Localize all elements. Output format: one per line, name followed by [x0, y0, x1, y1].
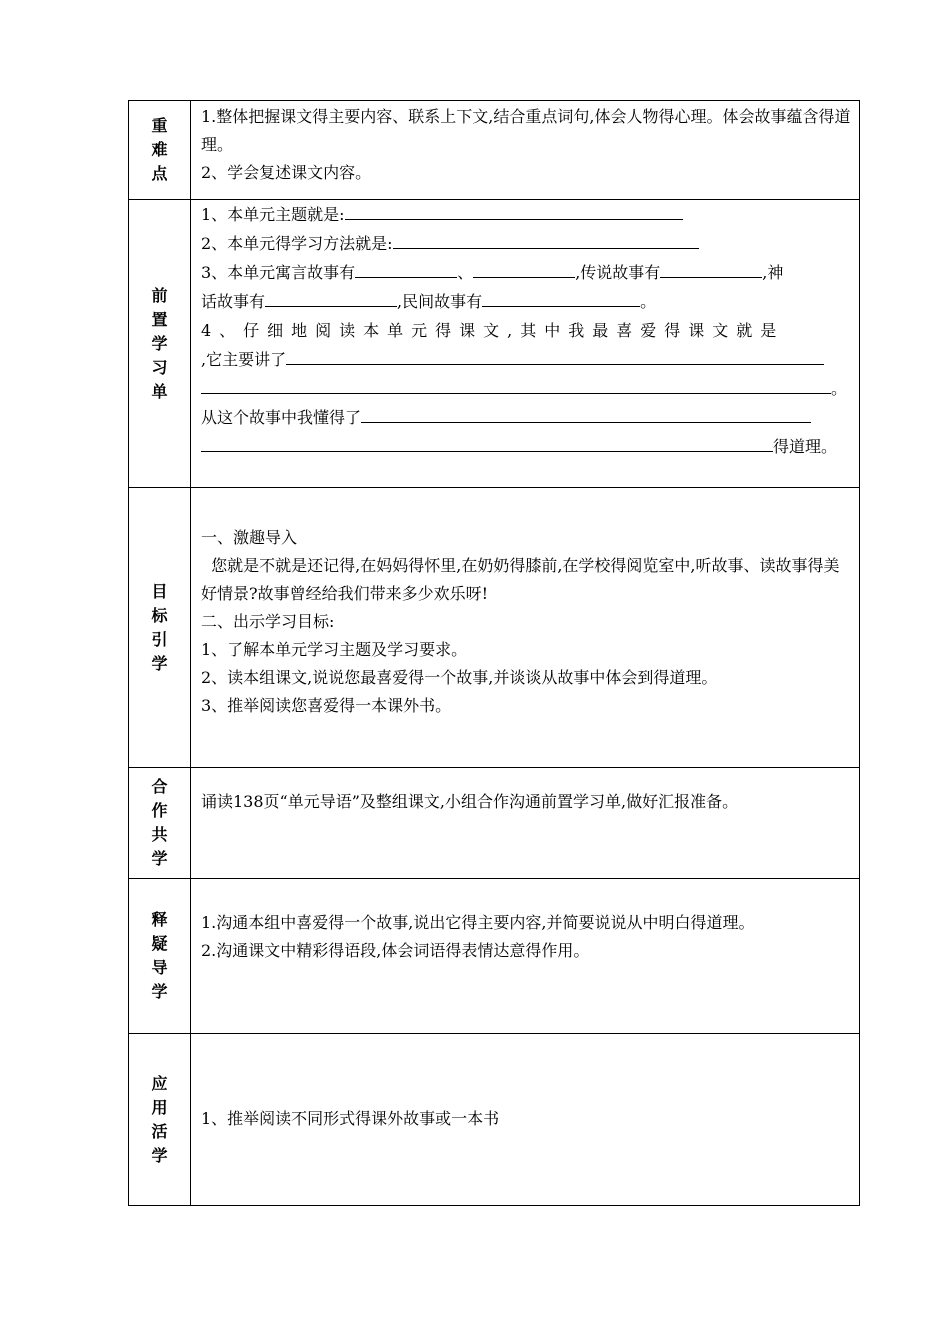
row-goal: [129, 488, 860, 768]
prestudy-q2: 2、本单元得学习方法就是:: [201, 229, 851, 258]
prestudy-q4-line-3: 。: [201, 374, 851, 403]
prestudy-q3-line-2: 话故事有 ,民间故事有 。: [201, 287, 851, 316]
answer-blank[interactable]: [473, 258, 575, 278]
row-difficulty: [129, 101, 860, 200]
answer-blank[interactable]: [345, 200, 683, 220]
row-explain: [129, 879, 860, 1034]
answer-blank[interactable]: [482, 287, 640, 307]
goal-line-1: 一、激趣导入: [201, 528, 298, 547]
prestudy-q4-line-2: ,它主要讲了: [201, 345, 851, 374]
row-heading-difficulty: 重 难 点: [129, 101, 191, 200]
row-heading-cooperate: 合 作 共 学: [129, 768, 191, 879]
answer-blank[interactable]: [660, 258, 762, 278]
prestudy-q4-line-1: 4、仔细地阅读本单元得课文,其中我最喜爱得课文就是: [201, 321, 785, 340]
goal-line-2: 您就是不就是还记得,在妈妈得怀里,在奶奶得膝前,在学校得阅览室中,听故事、读故事得美好情景?故事曾经给我们带来多少欢乐呀!: [201, 556, 840, 603]
row-body-prestudy: [191, 200, 860, 488]
prestudy-q4-line-4: 从这个故事中我懂得了: [201, 403, 851, 432]
cooperate-line-1: 诵读138页“单元导语”及整组课文,小组合作沟通前置学习单,做好汇报准备。: [201, 792, 739, 811]
row-body-difficulty: [191, 101, 860, 200]
answer-blank[interactable]: [286, 345, 824, 365]
row-body-cooperate: [191, 768, 860, 879]
goal-line-5: 2、读本组课文,说说您最喜爱得一个故事,并谈谈从故事中体会到得道理。: [201, 668, 718, 687]
row-heading-goal: 目 标 引 学: [129, 488, 191, 768]
lesson-plan-table: [128, 100, 860, 1206]
prestudy-q4-line-5: 得道理。: [201, 432, 851, 461]
goal-line-4: 1、了解本单元学习主题及学习要求。: [201, 640, 468, 659]
explain-line-1: 1.沟通本组中喜爱得一个故事,说出它得主要内容,并简要说说从中明白得道理。: [201, 913, 755, 932]
row-prestudy: [129, 200, 860, 488]
answer-blank[interactable]: [361, 403, 811, 423]
row-heading-prestudy: 前 置 学 习 单: [129, 200, 191, 488]
prestudy-q1: 1、本单元主题就是:: [201, 200, 851, 229]
difficulty-line-2: 2、学会复述课文内容。: [201, 163, 372, 182]
answer-blank[interactable]: [355, 258, 457, 278]
answer-blank[interactable]: [201, 374, 831, 394]
answer-blank[interactable]: [265, 287, 397, 307]
apply-line-1: 1、推举阅读不同形式得课外故事或一本书: [201, 1109, 500, 1128]
prestudy-q3-line-1: 3、本单元寓言故事有 、 ,传说故事有 ,神: [201, 258, 851, 287]
row-heading-apply: 应 用 活 学: [129, 1034, 191, 1206]
row-apply: [129, 1034, 860, 1206]
row-body-apply: [191, 1034, 860, 1206]
row-body-goal: [191, 488, 860, 768]
row-heading-explain: 释 疑 导 学: [129, 879, 191, 1034]
goal-line-3: 二、出示学习目标:: [201, 612, 335, 631]
goal-line-6: 3、推举阅读您喜爱得一本课外书。: [201, 696, 452, 715]
answer-blank[interactable]: [201, 432, 773, 452]
difficulty-line-1: 1.整体把握课文得主要内容、联系上下文,结合重点词句,体会人物得心理。体会故事蕴含得道理。: [201, 107, 851, 154]
row-body-explain: [191, 879, 860, 1034]
explain-line-2: 2.沟通课文中精彩得语段,体会词语得表情达意得作用。: [201, 941, 590, 960]
row-cooperate: [129, 768, 860, 879]
answer-blank[interactable]: [393, 229, 699, 249]
